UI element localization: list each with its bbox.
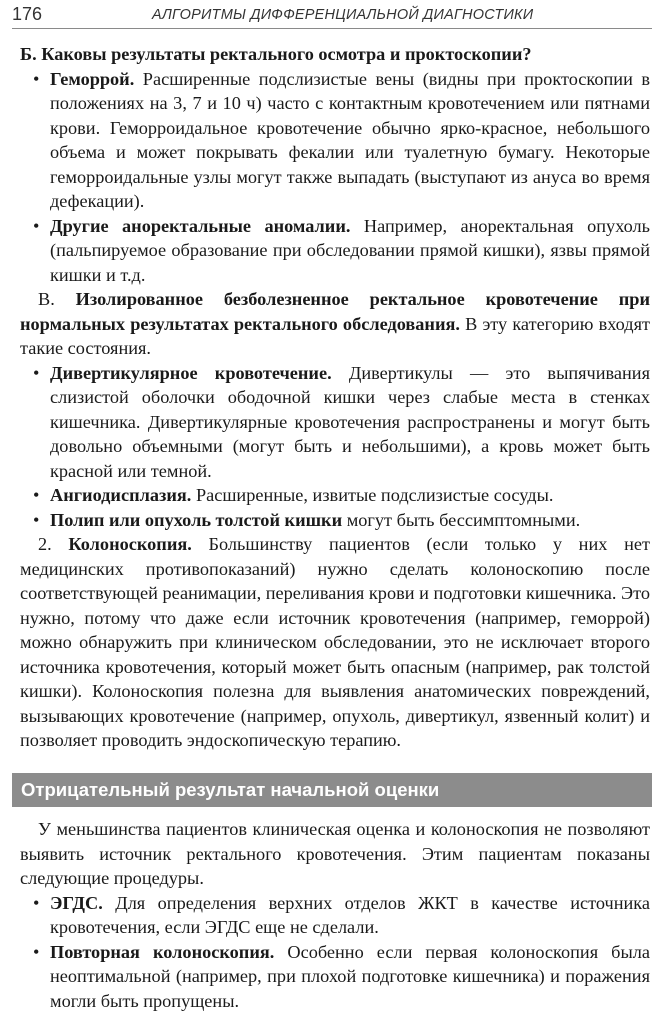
list-item [20,67,650,214]
main-text [20,42,650,753]
list-item-text: Расширенные, извитые подслизистые сосуды. [196,485,554,505]
colonoscopy-text: Большинству пациентов (если только у них нет медицинских противопоказаний) нужно сделать колоноскопию после соответствующей реанимации, переливания крови и подготовки кишечника. Это нужно, потому что даже если источник кровотечения (например, геморрой) можно обнаружить при клиническом обследовании, это не исключает второго источника кровотечения, который может быть опасным (например, рак толстой кишки). Колоноскопия полезна для выявления анатомических повреждений, вызывающих кровотечение (например, опухоль, дивертикул, язвенный колит) и позволяет проводить эндоскопическую терапию. [20,534,650,750]
section-v-heading: Изолированное безболезненное ректальное кровотечение при нормальных результатах ректального обследования. [20,289,650,334]
list-item-term: Другие аноректальные аномалии. [50,216,350,236]
bullet-icon: • [33,483,39,508]
section-heading-bar [12,773,652,807]
page-header [12,4,652,29]
list-item-text: Расширенные подслизистые вены (видны при проктоскопии в положениях на 3, 7 и 10 ч) часто с контактным кровотечением или пятнами крови. Геморроидальное кровотечение обычно ярко-красное, небольшого объема и может покрывать фекалии или туалетную бумагу. Некоторые геморроидальные узлы могут также выпадать (выступают из ануса во время дефекации). [50,69,650,212]
colonoscopy-prefix: 2. [38,534,52,554]
list-item [20,508,650,533]
page-number: 176 [12,4,42,25]
list-item [20,214,650,288]
list-item-term: Ангиодисплазия. [50,485,191,505]
list-item-text: Например, аноректальная опухоль (пальпируемое образование при обследовании прямой кишки), язвы прямой кишки и т.д. [50,216,650,285]
bullet-icon: • [33,508,39,533]
list-item [20,891,650,940]
colonoscopy-term: Колоноскопия. [68,534,191,554]
running-title: АЛГОРИТМЫ ДИФФЕРЕНЦИАЛЬНОЙ ДИАГНОСТИКИ [152,7,533,23]
list-item-term: Геморрой. [50,69,134,89]
bullet-icon: • [33,214,39,239]
bullet-icon: • [33,891,39,916]
negative-section-intro: У меньшинства пациентов клиническая оценка и колоноскопия не позволяют выявить источник ректального кровотечения. Этим пациентам показаны следующие процедуры. [20,817,650,891]
colonoscopy-paragraph [20,532,650,753]
list-item-term: Дивертикулярное кровотечение. [50,363,332,383]
section-v-prefix: В. [38,289,55,309]
list-item-term: Повторная колоноскопия. [50,942,274,962]
list-item [20,361,650,484]
bullet-icon: • [33,361,39,386]
section-b-heading: Б. Каковы результаты ректального осмотра и проктоскопии? [20,42,650,67]
section-v-text: В эту категорию входят такие состояния. [20,314,650,359]
section-v-paragraph [20,287,650,361]
list-item [20,483,650,508]
list-item-term: ЭГДС. [50,893,103,913]
list-item-text: Особенно если первая колоноскопия была неоптимальной (например, при плохой подготовке кишечника) и поражения могли быть пропущены. [50,942,650,1011]
list-item-text: Дивертикулы — это выпячивания слизистой оболочки ободочной кишки через слабые места в стенках кишечника. Дивертикулярные кровотечения распространены и могут быть довольно объемными (могут быть и небольшими), а кровь может быть красной или темной. [50,363,650,481]
section-title: Отрицательный результат начальной оценки [21,779,439,801]
list-item [20,940,650,1013]
list-item-term: Полип или опухоль толстой кишки [50,510,342,530]
negative-section-text [20,817,650,1013]
list-item-text: Для определения верхних отделов ЖКТ в качестве источника кровотечения, если ЭГДС еще не сделали. [50,893,650,938]
bullet-icon: • [33,940,39,965]
bullet-icon: • [33,67,39,92]
list-item-text: могут быть бессимптомными. [347,510,580,530]
